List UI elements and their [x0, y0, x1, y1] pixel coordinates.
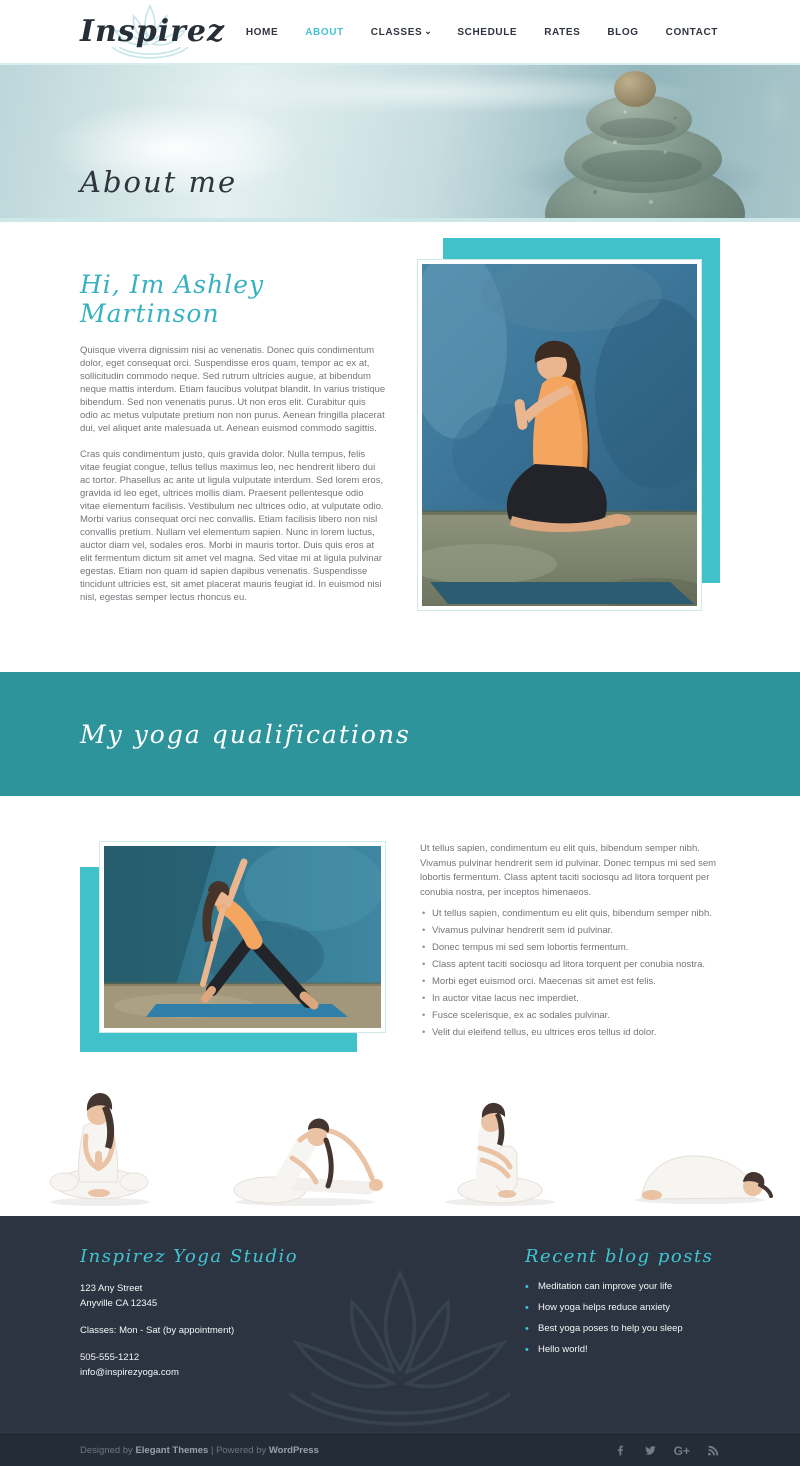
- address-line: Anyville CA 12345: [80, 1298, 158, 1309]
- qualifications-heading: My yoga qualifications: [80, 719, 411, 749]
- qualifications-section: [0, 796, 800, 1078]
- qualifications-text-column: [420, 842, 720, 1078]
- qualification-item: • Class aptent taciti sociosqu ad litora torquent per conubia nostra.: [420, 959, 720, 971]
- qualifications-intro: Ut tellus sapien, condimentum eu elit quis, bibendum semper nibh. Vivamus pulvinar hendrerit sem id pulvinar. Donec tempus mi sed sem lobortis fermentum. Class aptent taciti sociosqu ad litora torquent per conubia nostra, per inceptos himenaeos.: [420, 843, 717, 898]
- blog-post-link[interactable]: How yoga helps reduce anxiety: [538, 1302, 671, 1313]
- footer-studio-column: [80, 1246, 420, 1434]
- triangle-pose-photo: [104, 846, 381, 1028]
- site-header: [0, 0, 800, 63]
- nav-item-label: CONTACT: [665, 26, 718, 38]
- seated-twist-pose-image: [400, 1078, 600, 1216]
- nav-item[interactable]: [607, 26, 640, 38]
- nav-item[interactable]: [544, 26, 582, 38]
- blog-post-item: [525, 1302, 720, 1314]
- logo-text: Inspirez: [80, 14, 226, 49]
- credits: [80, 1445, 319, 1456]
- logo[interactable]: [80, 0, 225, 63]
- childs-pose-image: [600, 1078, 800, 1216]
- about-photo-block: [418, 238, 720, 610]
- nav-item[interactable]: [371, 26, 433, 38]
- qualifications-list: [420, 908, 720, 1039]
- credits-separator: |: [210, 1445, 214, 1456]
- elegant-themes-link[interactable]: Elegant Themes: [135, 1445, 209, 1456]
- about-photo: [418, 260, 701, 610]
- qualification-item: • Ut tellus sapien, condimentum eu elit quis, bibendum semper nibh.: [420, 908, 720, 920]
- social-links: [614, 1444, 720, 1458]
- address-line: 123 Any Street: [80, 1283, 143, 1294]
- qualification-item: • Donec tempus mi sed sem lobortis fermentum.: [420, 942, 720, 954]
- blog-post-link[interactable]: Meditation can improve your life: [538, 1281, 673, 1292]
- seated-side-stretch-pose-image: [200, 1078, 400, 1216]
- qualification-item: • Vivamus pulvinar hendrerit sem id pulvinar.: [420, 925, 720, 937]
- about-paragraph: Quisque viverra dignissim nisi ac venenatis. Donec quis condimentum dolor, eget consequat orci. Suspendisse eros quam, tempor ac ex at, sollicitudin commodo neque. Sed rutrum ultricies augue, at bibendum neque mattis interdum. Etiam faucibus volutpat blandit. In varius tristique bibendum. Sed non venenatis purus. Ut non eros elit. Curabitur quis odio ac metus vulputate pretium non non purus. Aenean fringilla placerat dui, vel aliquet ante malesuada ut. Aenean euismod commodo sagittis.: [80, 345, 386, 434]
- kneeling-prayer-pose-photo: [422, 264, 697, 606]
- recent-posts-heading: Recent blog posts: [525, 1246, 714, 1267]
- bottom-bar: [0, 1434, 800, 1466]
- nav-item-label: BLOG: [607, 26, 639, 38]
- blog-post-item: [525, 1323, 720, 1335]
- footer-address: [80, 1281, 420, 1311]
- about-text-column: [80, 268, 386, 672]
- hero-banner: [0, 63, 800, 222]
- qualifications-photo-block: [80, 842, 400, 1057]
- powered-by-text: Powered by: [216, 1445, 267, 1456]
- seated-prayer-pose-image: [0, 1078, 200, 1216]
- nav-item-label: CLASSES: [370, 26, 423, 38]
- blog-post-item: [525, 1344, 720, 1356]
- nav-item-label: RATES: [544, 26, 581, 38]
- classes-hours-line: Classes: Mon - Sat (by appointment): [80, 1325, 235, 1336]
- nav-item-label: SCHEDULE: [457, 26, 518, 38]
- main-nav: [246, 26, 720, 38]
- qualification-item: • Velit dui eleifend tellus, eu ultrices eros tellus id dolor.: [420, 1027, 720, 1039]
- rss-icon[interactable]: [707, 1444, 720, 1457]
- site-footer: [0, 1216, 800, 1434]
- twitter-icon[interactable]: [644, 1444, 657, 1457]
- qualifications-band: [0, 672, 800, 796]
- nav-item[interactable]: [666, 26, 720, 38]
- email-link[interactable]: info@inspirezyoga.com: [80, 1367, 179, 1378]
- footer-blog-column: [525, 1246, 720, 1434]
- designed-by-text: Designed by: [80, 1445, 133, 1456]
- nav-item[interactable]: [457, 26, 519, 38]
- about-heading: Hi, Im Ashley Martinson: [80, 270, 265, 328]
- about-paragraph: Cras quis condimentum justo, quis gravida dolor. Nulla tempus, felis vitae feugiat congue, tellus tellus maximus leo, nec hendrerit libero dui ac tortor. Phasellus ac ante ut ligula vulputate interdum. Sed lorem eros, gravida id leo eget, ultrices mollis diam. Praesent pellentesque odio vitae elementum facilisis. Vestibulum nec ultrices odio, at vulputate odio. Morbi varius consequat orci nec convallis. Etiam facilisis libero non nisl convallis pretium. Nullam vel elementum sapien. Nunc in lorem luctus, auctor diam vel, sodales eros. Morbi in mauris tortor. Duis quis eros at elit fermentum dictum sit amet vel magna. Sed vitae mi at ligula pulvinar egestas. Etiam non quam id sapien dapibus venenatis. Suspendisse tincidunt ultricies est, sit amet placerat mauris feugiat id. In euismod nisi nisl, egestas semper lectus rhoncus eu.: [80, 449, 384, 603]
- qualification-item: • Fusce scelerisque, ex ac sodales pulvinar.: [420, 1010, 720, 1022]
- wordpress-link[interactable]: WordPress: [268, 1445, 319, 1456]
- blog-post-link[interactable]: Hello world!: [538, 1344, 588, 1355]
- phone-number: 505-555-1212: [80, 1352, 140, 1363]
- zen-stones-illustration: [525, 63, 765, 222]
- qualification-item: • In auctor vitae lacus nec imperdiet.: [420, 993, 720, 1005]
- blog-post-link[interactable]: Best yoga poses to help you sleep: [538, 1323, 683, 1334]
- qualification-item: • Morbi eget euismod orci. Maecenas sit amet est felis.: [420, 976, 720, 988]
- nav-item[interactable]: [246, 26, 280, 38]
- facebook-icon[interactable]: [614, 1444, 627, 1457]
- nav-item-label: ABOUT: [305, 26, 344, 38]
- nav-item[interactable]: [305, 26, 346, 38]
- qualifications-photo: [100, 842, 385, 1032]
- footer-studio-heading: Inspirez Yoga Studio: [80, 1246, 299, 1267]
- poses-strip: [0, 1078, 800, 1216]
- google-plus-icon[interactable]: G+: [673, 1443, 690, 1458]
- nav-item-label: HOME: [245, 26, 279, 38]
- about-section: [0, 222, 800, 672]
- page-title: About me: [80, 165, 238, 199]
- recent-posts-list: [525, 1281, 720, 1356]
- blog-post-item: [525, 1281, 720, 1293]
- chevron-down-icon: ⌄: [424, 25, 433, 36]
